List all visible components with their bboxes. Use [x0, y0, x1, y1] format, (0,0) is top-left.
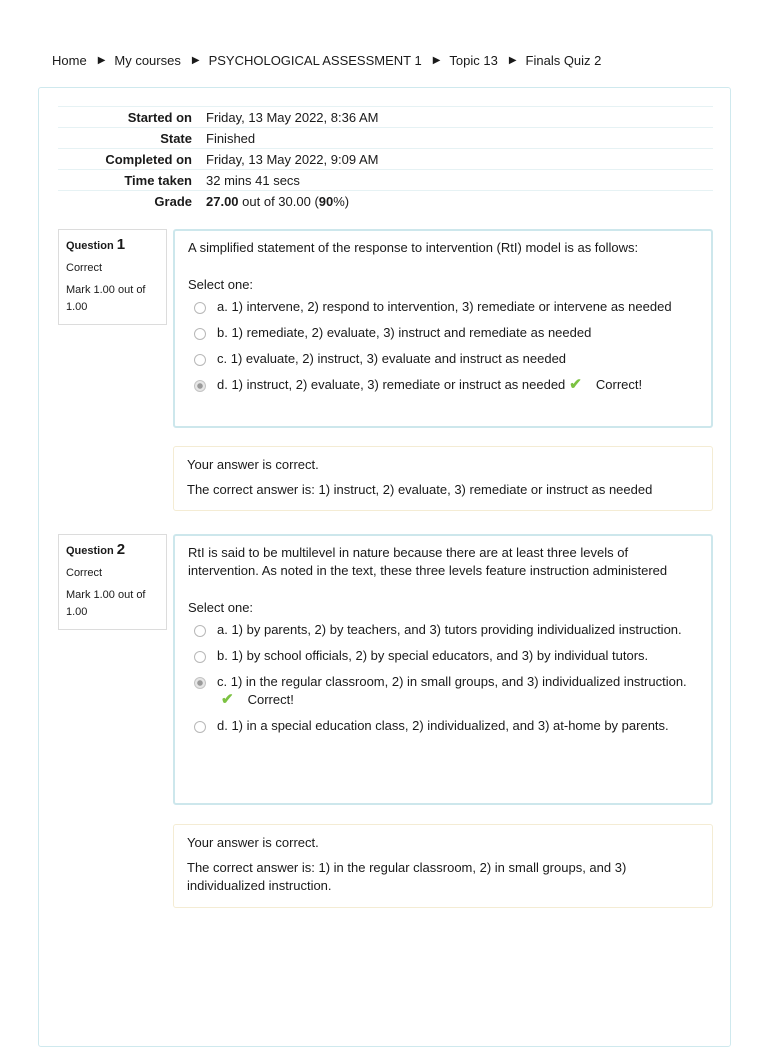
radio-button[interactable] [194, 625, 206, 637]
question-info [58, 534, 167, 630]
grade-score: 27.00 [206, 193, 239, 209]
triangle-right-icon: ▶ [508, 55, 517, 66]
breadcrumb-topic[interactable]: Topic 13 [449, 53, 498, 68]
triangle-right-icon: ▶ [432, 55, 441, 66]
summary-label: Completed on [105, 151, 192, 167]
summary-label: Time taken [124, 172, 192, 188]
answer-option[interactable] [188, 324, 698, 342]
answer-label: b. 1) remediate, 2) evaluate, 3) instruct and remediate as needed [217, 325, 592, 340]
summary-row-state [58, 128, 713, 149]
answer-option[interactable] [188, 621, 698, 639]
grade-value [206, 194, 713, 209]
question-info [58, 229, 167, 325]
triangle-right-icon: ▶ [191, 55, 200, 66]
question-mark: Mark 1.00 out of 1.00 [66, 284, 146, 313]
attempt-summary-table [58, 106, 713, 211]
radio-button-selected[interactable] [194, 677, 206, 689]
radio-button[interactable] [194, 721, 206, 733]
summary-row-time [58, 170, 713, 191]
summary-row-started [58, 107, 713, 128]
grade-text: out of 30.00 ( [238, 193, 319, 209]
radio-button[interactable] [194, 328, 206, 340]
answer-option[interactable] [188, 350, 698, 368]
answer-label: d. 1) in a special education class, 2) individualized, and 3) at-home by parents. [217, 718, 669, 733]
question-number: Question 1 [66, 236, 126, 253]
radio-button[interactable] [194, 354, 206, 366]
checkmark-icon: ✔ [569, 376, 582, 393]
correct-label: Correct! [595, 377, 643, 392]
answer-option-selected[interactable] [188, 376, 698, 394]
checkmark-icon: ✔ [221, 691, 234, 708]
question-feedback [173, 824, 713, 908]
feedback-status: Your answer is correct. [187, 835, 319, 850]
summary-label: Grade [154, 193, 192, 209]
question-content [173, 229, 713, 428]
summary-value: Friday, 13 May 2022, 9:09 AM [206, 151, 379, 167]
breadcrumb [52, 53, 601, 68]
select-one-label: Select one: [188, 277, 254, 292]
breadcrumb-my-courses[interactable]: My courses [114, 53, 181, 68]
question-state: Correct [66, 567, 103, 579]
answer-option[interactable] [188, 717, 698, 735]
select-one-label: Select one: [188, 600, 254, 615]
summary-label: State [160, 130, 192, 146]
summary-value: Friday, 13 May 2022, 8:36 AM [206, 109, 379, 125]
answer-label: a. 1) intervene, 2) respond to intervention, 3) remediate or intervene as needed [217, 299, 672, 314]
grade-percent: 90 [318, 193, 334, 209]
question-number: Question 2 [66, 541, 126, 558]
breadcrumb-quiz[interactable]: Finals Quiz 2 [525, 53, 602, 68]
radio-button-selected[interactable] [194, 380, 206, 392]
triangle-right-icon: ▶ [97, 55, 106, 66]
feedback-correct-answer: The correct answer is: 1) instruct, 2) evaluate, 3) remediate or instruct as needed [187, 482, 653, 497]
question-text: A simplified statement of the response to intervention (RtI) model is as follows: [188, 240, 639, 255]
question-mark: Mark 1.00 out of 1.00 [66, 589, 146, 618]
answer-option[interactable] [188, 298, 698, 316]
question-content [173, 534, 713, 805]
correct-label: Correct! [247, 692, 294, 707]
grade-text-end: %) [333, 193, 350, 209]
answer-label: a. 1) by parents, 2) by teachers, and 3) tutors providing individualized instruction. [217, 622, 682, 637]
answer-label: c. 1) evaluate, 2) instruct, 3) evaluate and instruct as needed [217, 351, 567, 366]
answer-label: b. 1) by school officials, 2) by special educators, and 3) by individual tutors. [217, 648, 649, 663]
radio-button[interactable] [194, 651, 206, 663]
summary-row-completed [58, 149, 713, 170]
summary-label: Started on [127, 109, 192, 125]
summary-row-grade [58, 191, 713, 211]
summary-value: 32 mins 41 secs [206, 172, 300, 188]
answer-label: d. 1) instruct, 2) evaluate, 3) remediate or instruct as needed ✔ Correct! [217, 376, 643, 393]
question-text: RtI is said to be multilevel in nature because there are at least three levels of intervention. As noted in the text, these three levels feature instruction administered [188, 545, 668, 578]
feedback-correct-answer: The correct answer is: 1) in the regular classroom, 2) in small groups, and 3) individualized instruction. [187, 860, 627, 893]
answer-option-selected[interactable] [188, 673, 698, 709]
breadcrumb-home[interactable]: Home [52, 53, 87, 68]
summary-value: Finished [206, 130, 256, 146]
answer-option[interactable] [188, 647, 698, 665]
answer-label: c. 1) in the regular classroom, 2) in small groups, and 3) individualized instruction.✔ Correct! [217, 674, 687, 708]
radio-button[interactable] [194, 302, 206, 314]
breadcrumb-course[interactable]: PSYCHOLOGICAL ASSESSMENT 1 [208, 53, 422, 68]
question-feedback [173, 446, 713, 511]
question-state: Correct [66, 262, 103, 274]
feedback-status: Your answer is correct. [187, 457, 319, 472]
